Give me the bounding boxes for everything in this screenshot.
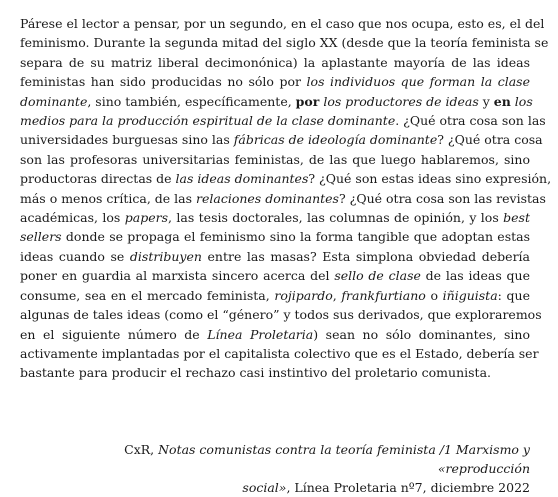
text-run: , las tesis doctorales, las columnas de opinión, y los bbox=[168, 210, 504, 226]
paragraph-line bbox=[20, 208, 530, 227]
text-run: o bbox=[425, 287, 443, 303]
text-run: ? ¿Qué otra cosa son las revistas bbox=[338, 190, 546, 206]
italic-text: iñiguista bbox=[442, 287, 498, 303]
paragraph-line bbox=[20, 189, 546, 208]
italic-text: dominante bbox=[20, 93, 88, 109]
citation bbox=[30, 440, 530, 497]
italic-text: los productores de ideas bbox=[323, 93, 479, 109]
paragraph-line bbox=[20, 130, 543, 149]
text-run: poner en guardia al marxista sincero acerca del bbox=[20, 268, 335, 284]
text-run: feminismo. Durante la segunda mitad del siglo XX (desde que la teoría feminista se bbox=[20, 35, 549, 51]
paragraph-line bbox=[20, 169, 552, 188]
italic-text: frankfurtiano bbox=[341, 287, 426, 303]
paragraph-line bbox=[20, 305, 542, 324]
italic-text: sellers bbox=[20, 229, 62, 245]
citation-line bbox=[30, 440, 530, 478]
text-run: entre las masas? Esta simplona obviedad debería bbox=[201, 248, 530, 264]
paragraph-line bbox=[20, 286, 530, 305]
italic-text: papers bbox=[124, 210, 168, 226]
bold-text: en bbox=[493, 93, 511, 109]
text-run: más o menos crítica, de las bbox=[20, 190, 197, 206]
text-run: separa de su matriz liberal decimonónica) la aplastante mayoría de las ideas bbox=[20, 54, 530, 70]
italic-text: los bbox=[514, 93, 533, 109]
text-run: académicas, los bbox=[20, 210, 125, 226]
italic-text: relaciones dominantes bbox=[196, 190, 339, 206]
italic-text: los individuos que forman la clase bbox=[306, 74, 530, 90]
italic-text: rojipardo bbox=[274, 287, 333, 303]
paragraph-line bbox=[20, 344, 539, 363]
italic-text: Notas comunistas contra la teoría feminista /1 Marxismo y «reproducción bbox=[158, 442, 530, 476]
text-run: activamente implantadas por el capitalista colectivo que es el Estado, debería ser bbox=[20, 345, 539, 361]
text-run: algunas de tales ideas (como el “género” y todos sus derivados, que exploraremos bbox=[20, 307, 542, 323]
text-run: en el siguiente número de bbox=[20, 326, 208, 342]
paragraph-line bbox=[20, 325, 530, 344]
text-run: , Línea Proletaria nº7, diciembre 2022 bbox=[286, 480, 530, 495]
text-run: : que bbox=[497, 287, 530, 303]
text-run: , bbox=[332, 287, 342, 303]
italic-text: social» bbox=[242, 480, 287, 495]
italic-text: sello de clase bbox=[334, 268, 421, 284]
italic-text: Línea Proletaria bbox=[207, 326, 314, 342]
paragraph-line bbox=[20, 111, 546, 130]
text-run: consume, sea en el mercado feminista, bbox=[20, 287, 275, 303]
bold-text: por bbox=[295, 93, 320, 109]
paragraph-line bbox=[20, 72, 530, 91]
text-run: y bbox=[478, 93, 494, 109]
italic-text: medios para la producción espiritual de la clase dominante bbox=[20, 113, 396, 129]
text-run: de las ideas que bbox=[420, 268, 531, 284]
text-run: Párese el lector a pensar, por un segundo, en el caso que nos ocupa, esto es, el del bbox=[20, 16, 545, 31]
text-run: . ¿Qué otra cosa son las bbox=[395, 113, 546, 129]
paragraph-line bbox=[20, 53, 530, 72]
text-run: feministas han sido producidas no sólo por bbox=[20, 74, 307, 90]
text-run: donde se propaga el feminismo sino la forma tangible que adoptan estas bbox=[61, 229, 530, 245]
citation-line bbox=[30, 478, 530, 497]
text-run: productoras directas de bbox=[20, 171, 176, 187]
paragraph-line bbox=[20, 266, 530, 285]
paragraph-line bbox=[20, 227, 530, 246]
text-run: ? ¿Qué otra cosa bbox=[437, 132, 543, 148]
text-run: ? ¿Qué son estas ideas sino expresión, bbox=[308, 171, 552, 187]
paragraph-line bbox=[20, 150, 530, 169]
paragraph-line bbox=[20, 33, 549, 52]
text-run: universidades burguesas sino las bbox=[20, 132, 234, 148]
italic-text: las ideas dominantes bbox=[175, 171, 309, 187]
italic-text: best bbox=[503, 210, 530, 226]
text-run: CxR, bbox=[124, 442, 159, 457]
paragraph-line bbox=[20, 92, 533, 111]
paragraph-line bbox=[20, 14, 545, 33]
paragraph-line bbox=[20, 363, 530, 382]
text-run: , sino también, específicamente, bbox=[87, 93, 296, 109]
body-paragraph bbox=[20, 14, 552, 383]
text-run: ) sean no sólo dominantes, sino bbox=[313, 326, 531, 342]
text-run: son las profesoras universitarias feministas, de las que luego hablaremos, sino bbox=[20, 151, 530, 167]
italic-text: fábricas de ideología dominante bbox=[233, 132, 438, 148]
italic-text: distribuyen bbox=[129, 248, 202, 264]
text-run: ideas cuando se bbox=[20, 248, 130, 264]
text-run: bastante para producir el rechazo casi instintivo del proletario comunista. bbox=[20, 365, 491, 381]
paragraph-line bbox=[20, 247, 530, 266]
